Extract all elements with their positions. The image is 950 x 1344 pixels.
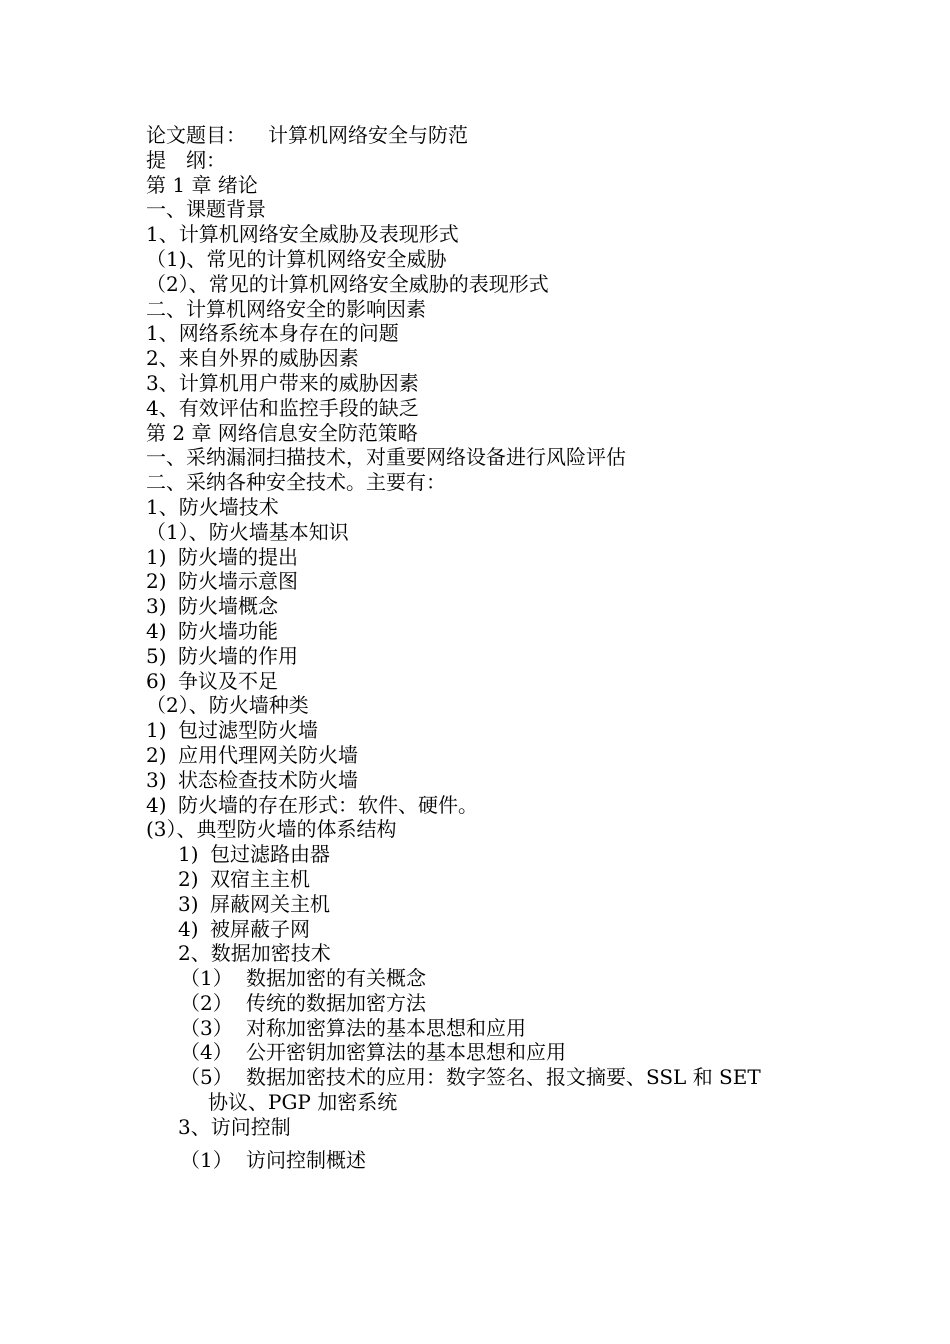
list-number: （1） [180, 966, 233, 991]
list-text: 防火墙功能 [178, 618, 278, 643]
outline-line: 2、来自外界的威胁因素 [146, 346, 359, 371]
thesis-title-text: 计算机网络安全与防范 [268, 123, 468, 147]
outline-line: 1、防火墙技术 [146, 494, 279, 519]
encryption-heading: 2、数据加密技术 [178, 941, 331, 966]
list-item [146, 1148, 826, 1173]
list-number: 2) [146, 742, 167, 767]
list-item [146, 917, 826, 942]
outline-line: （2）、常见的计算机网络安全威胁的表现形式 [146, 271, 549, 296]
list-item [146, 842, 826, 867]
list-item [146, 669, 826, 694]
list-text: 对称加密算法的基本思想和应用 [246, 1015, 526, 1040]
list-number: 2) [146, 569, 167, 594]
outline-label: 提 纲： [146, 147, 226, 172]
list-number: 1) [146, 718, 167, 743]
outline-line: 3、计算机用户带来的威胁因素 [146, 370, 419, 395]
list-number: （2） [180, 990, 233, 1015]
list-number: 5) [146, 643, 167, 668]
list-number: 6) [146, 668, 167, 693]
list-text: 防火墙的作用 [178, 643, 298, 668]
list-item [146, 1040, 826, 1065]
list-item [146, 892, 826, 917]
outline-line: 二、采纳各种安全技术。主要有： [146, 470, 446, 495]
list-text: 被屏蔽子网 [210, 916, 310, 941]
list-text: 应用代理网关防火墙 [178, 742, 358, 767]
outline-line: 二、计算机网络安全的影响因素 [146, 296, 426, 321]
list-item [146, 545, 826, 570]
chapter-2-heading: 第 2 章 网络信息安全防范策略 [146, 420, 418, 445]
list-text: 防火墙的存在形式：软件、硬件。 [178, 792, 478, 817]
list-item [146, 991, 826, 1016]
list-number: 4) [146, 618, 167, 643]
list-text: 包过滤路由器 [210, 842, 330, 867]
outline-line: 4、有效评估和监控手段的缺乏 [146, 395, 419, 420]
list-text: 屏蔽网关主机 [210, 891, 330, 916]
list-text: 传统的数据加密方法 [246, 990, 426, 1015]
list-number: 3) [178, 891, 199, 916]
list-text: 双宿主主机 [210, 866, 310, 891]
list-item [146, 1065, 826, 1090]
list-item [146, 619, 826, 644]
list-item [146, 594, 826, 619]
list-number: 1) [178, 842, 199, 867]
list-text: 访问控制概述 [246, 1147, 366, 1172]
list-item [146, 966, 826, 991]
list-item [146, 1016, 826, 1041]
chapter-1-heading: 第 1 章 绪论 [146, 172, 258, 197]
list-text: 数据加密技术的应用：数字签名、报文摘要、SSL 和 SET [246, 1065, 761, 1090]
list-number: 4) [178, 916, 199, 941]
firewall-types-heading: （2）、防火墙种类 [146, 693, 309, 718]
list-item [146, 644, 826, 669]
list-text: 数据加密的有关概念 [246, 966, 426, 991]
list-text: 防火墙示意图 [178, 569, 298, 594]
list-number: 3) [146, 767, 167, 792]
outline-line: 1、网络系统本身存在的问题 [146, 321, 399, 346]
thesis-title-line [146, 123, 826, 148]
list-number: 1) [146, 544, 167, 569]
list-number: 4) [146, 792, 167, 817]
list-text: 包过滤型防火墙 [178, 718, 318, 743]
outline-content [146, 123, 826, 1172]
outline-line: 一、课题背景 [146, 197, 266, 222]
list-number: （3） [180, 1015, 233, 1040]
list-number: （1） [180, 1147, 233, 1172]
list-item [146, 793, 826, 818]
outline-line: 一、采纳漏洞扫描技术，对重要网络设备进行风险评估 [146, 445, 626, 470]
list-item [146, 718, 826, 743]
outline-line: （1)、常见的计算机网络安全威胁 [146, 246, 447, 271]
list-text: 防火墙概念 [178, 594, 278, 619]
list-number: 2) [178, 866, 199, 891]
list-item [146, 743, 826, 768]
access-control-heading: 3、访问控制 [178, 1114, 291, 1139]
architecture-heading: (3）、典型防火墙的体系结构 [146, 817, 397, 842]
list-text: 争议及不足 [178, 668, 278, 693]
list-item-continuation: 协议、PGP 加密系统 [208, 1090, 398, 1115]
list-text: 防火墙的提出 [178, 544, 298, 569]
list-number: 3) [146, 594, 167, 619]
list-number: （4） [180, 1040, 233, 1065]
list-item [146, 768, 826, 793]
list-item [146, 867, 826, 892]
outline-line: （1）、防火墙基本知识 [146, 519, 349, 544]
list-item [146, 569, 826, 594]
outline-line: 1、计算机网络安全威胁及表现形式 [146, 222, 459, 247]
list-number: （5） [180, 1065, 233, 1090]
thesis-title-label: 论文题目： [146, 123, 246, 147]
list-text: 公开密钥加密算法的基本思想和应用 [246, 1040, 566, 1065]
list-text: 状态检查技术防火墙 [178, 767, 358, 792]
